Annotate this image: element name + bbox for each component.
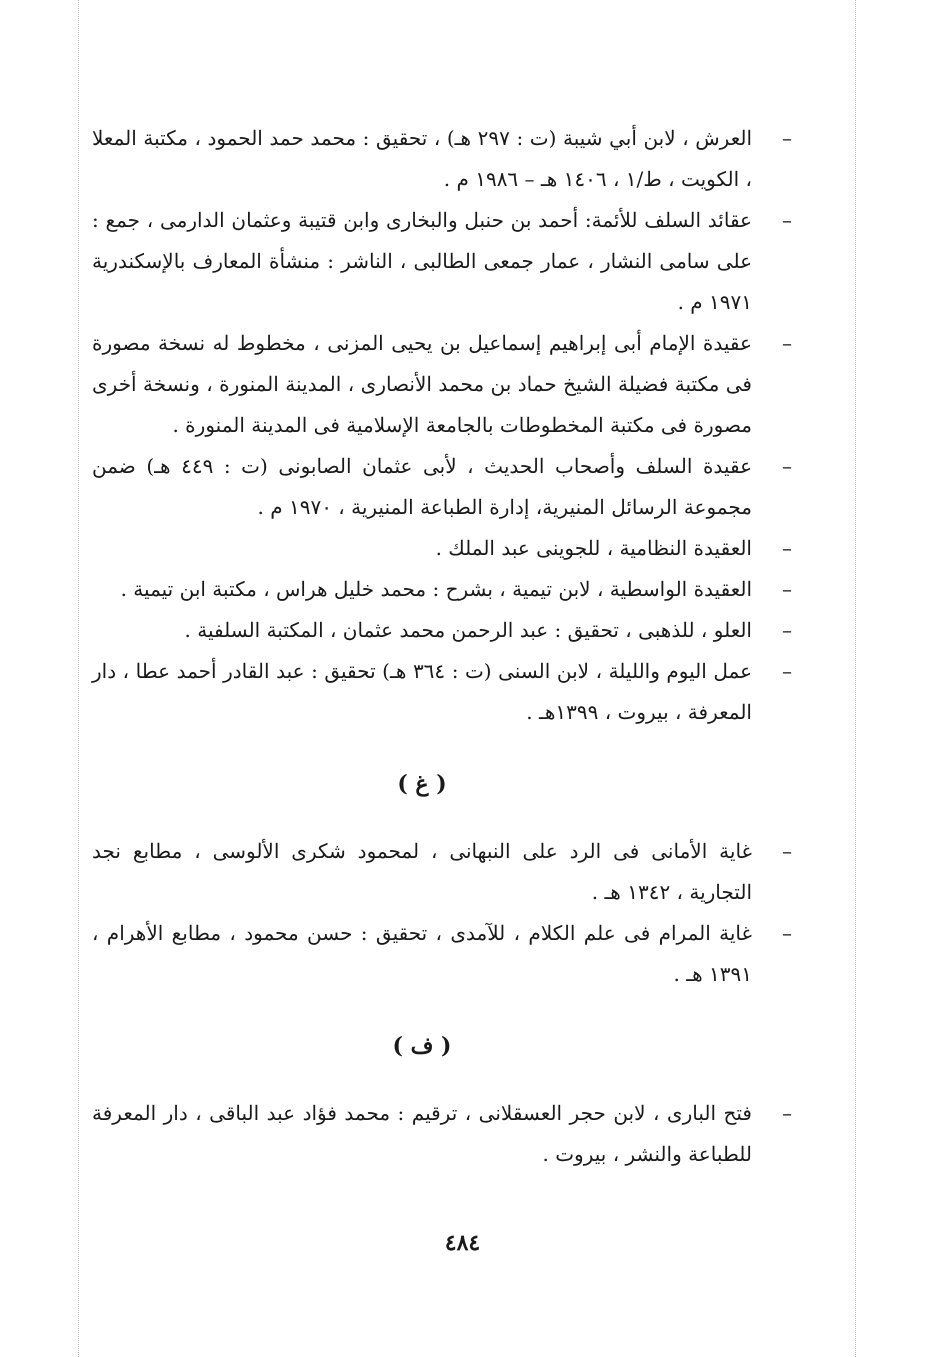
entry-dash: – — [782, 839, 792, 863]
page-number: ٤٨٤ — [444, 1230, 481, 1256]
entry-dash: – — [782, 1101, 792, 1125]
entry-dash: – — [782, 618, 792, 642]
entry-dash: – — [782, 577, 792, 601]
entry-text: غاية المرام فى علم الكلام ، للآمدى ، تحقيق : حسن محمود ، مطابع الأهرام ، ١٣٩١ هـ . — [92, 921, 752, 986]
entry-text: عقيدة الإمام أبى إبراهيم إسماعيل بن يحيى المزنى ، مخطوط له نسخة مصورة فى مكتبة فضيلة الشيخ حماد بن محمد الأنصارى ، المدينة المنورة ، ونسخة أخرى مصورة فى مكتبة المخطوطات بالجامعة الإسلامية فى المدينة المنورة . — [92, 331, 752, 437]
section-ayn — [92, 118, 792, 733]
bibliography-entry — [92, 651, 792, 733]
entry-dash: – — [782, 208, 792, 232]
section-fa — [92, 1093, 792, 1175]
bibliography-entry — [92, 118, 792, 200]
bibliography-entry — [92, 200, 792, 323]
bibliography-entry — [92, 913, 792, 995]
bibliography-page — [92, 118, 792, 1175]
section-ghayn — [92, 831, 792, 995]
left-edge-line — [78, 0, 79, 1357]
bibliography-entry — [92, 569, 792, 610]
entry-text: فتح البارى ، لابن حجر العسقلانى ، ترقيم : محمد فؤاد عبد الباقى ، دار المعرفة للطباعة والنشر ، بيروت . — [92, 1101, 752, 1166]
entry-text: عقائد السلف للأئمة: أحمد بن حنبل والبخارى وابن قتيبة وعثمان الدارمى ، جمع : على سامى النشار ، عمار جمعى الطالبى ، الناشر : منشأة المعارف بالإسكندرية ١٩٧١ م . — [92, 208, 752, 314]
entry-dash: – — [782, 659, 792, 683]
entry-text: العلو ، للذهبى ، تحقيق : عبد الرحمن محمد عثمان ، المكتبة السلفية . — [184, 618, 752, 642]
bibliography-entry — [92, 1093, 792, 1175]
bibliography-entry — [92, 610, 792, 651]
section-heading-fa: ( ف ) — [392, 1033, 452, 1059]
entry-text: العقيدة الواسطية ، لابن تيمية ، بشرح : محمد خليل هراس ، مكتبة ابن تيمية . — [120, 577, 752, 601]
bibliography-entry — [92, 323, 792, 446]
entry-text: غاية الأمانى فى الرد على النبهانى ، لمحمود شكرى الألوسى ، مطابع نجد التجارية ، ١٣٤٢ هـ . — [92, 839, 752, 904]
entry-dash: – — [782, 536, 792, 560]
entry-text: عمل اليوم والليلة ، لابن السنى (ت : ٣٦٤ هـ) تحقيق : عبد القادر أحمد عطا ، دار المعرفة ، بيروت ، ١٣٩٩هـ . — [92, 659, 752, 724]
section-heading-ghayn: ( غ ) — [397, 771, 447, 797]
bibliography-entry — [92, 831, 792, 913]
entry-text: العرش ، لابن أبي شيبة (ت : ٢٩٧ هـ) ، تحقيق : محمد حمد الحمود ، مكتبة المعلا ، الكويت ، ط/١ ، ١٤٠٦ هـ – ١٩٨٦ م . — [92, 126, 752, 191]
entry-text: عقيدة السلف وأصحاب الحديث ، لأبى عثمان الصابونى (ت : ٤٤٩ هـ) ضمن مجموعة الرسائل المنيرية، إدارة الطباعة المنيرية ، ١٩٧٠ م . — [92, 454, 753, 519]
entry-text: العقيدة النظامية ، للجوينى عبد الملك . — [435, 536, 752, 560]
entry-dash: – — [782, 921, 792, 945]
entry-dash: – — [782, 454, 792, 478]
entry-dash: – — [782, 126, 792, 150]
bibliography-entry — [92, 528, 792, 569]
entry-dash: – — [782, 331, 792, 355]
right-edge-line — [855, 0, 856, 1357]
bibliography-entry — [92, 446, 792, 528]
